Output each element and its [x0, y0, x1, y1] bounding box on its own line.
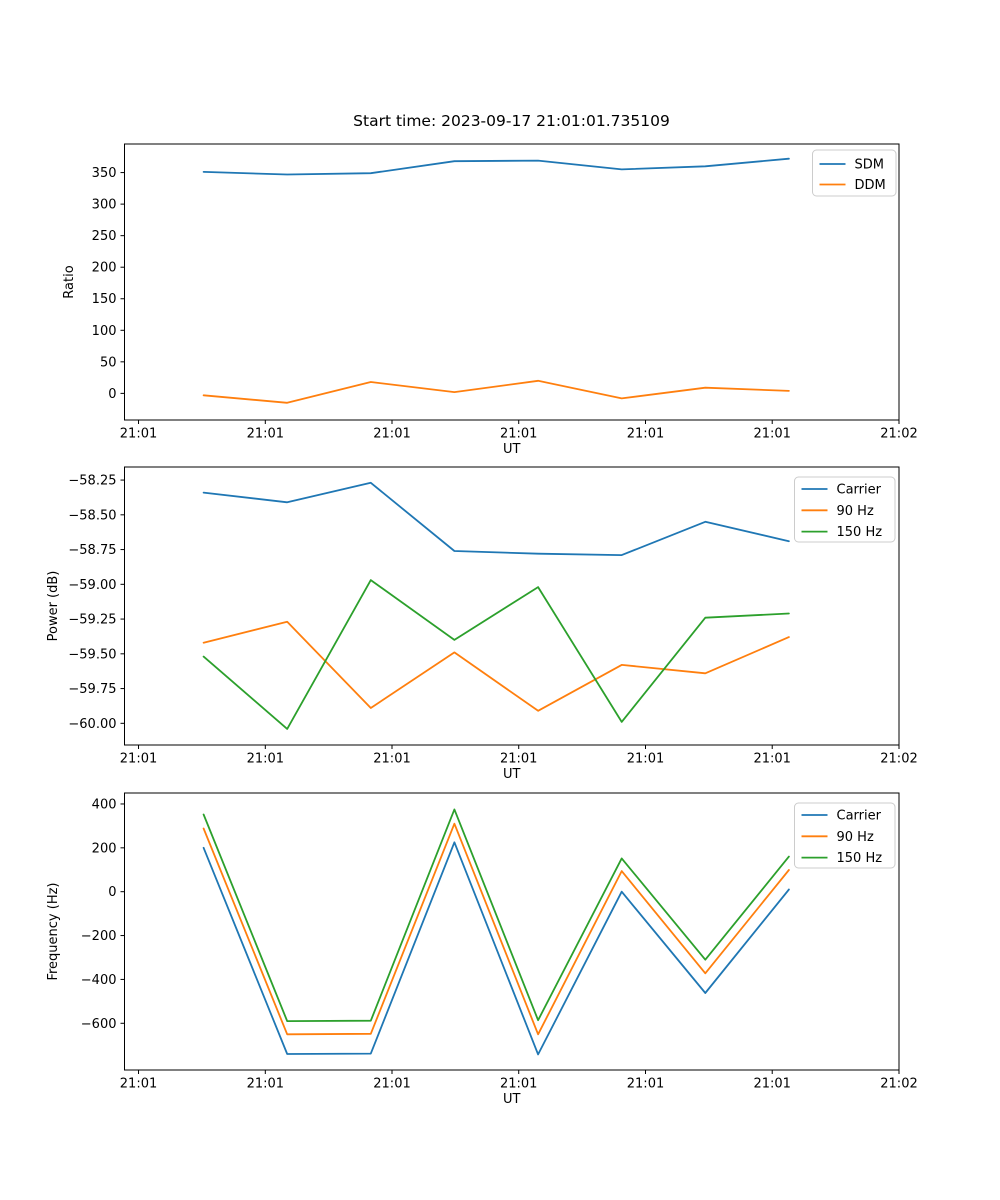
- x-tick-label: 21:01: [373, 1076, 411, 1092]
- y-tick-label: −58.50: [68, 508, 117, 524]
- x-tick-label: 21:01: [499, 751, 538, 767]
- y-tick-label: 200: [91, 841, 117, 857]
- plot-border-3: [125, 793, 900, 1070]
- y-tick-label: 0: [108, 885, 117, 901]
- x-axis-label: UT: [503, 767, 521, 782]
- y-tick-label: 0: [108, 386, 117, 402]
- series-line-DDM: [204, 381, 789, 403]
- x-axis-label: UT: [503, 442, 521, 457]
- series-line-Carrier: [204, 842, 789, 1054]
- x-tick-label: 21:02: [880, 1076, 918, 1092]
- figure-title: Start time: 2023-09-17 21:01:01.735109: [353, 112, 670, 130]
- y-tick-label: −59.00: [68, 577, 117, 593]
- legend-label-DDM: DDM: [854, 178, 886, 193]
- x-tick-label: 21:01: [119, 751, 158, 767]
- y-tick-label: −600: [80, 1016, 117, 1032]
- x-tick-label: 21:01: [626, 426, 665, 442]
- x-tick-label: 21:01: [119, 426, 158, 442]
- y-tick-label: −60.00: [68, 716, 117, 732]
- y-tick-label: −59.75: [68, 682, 117, 698]
- y-tick-label: 300: [91, 197, 117, 213]
- y-tick-label: 50: [99, 355, 117, 371]
- plot-2: [46, 467, 918, 782]
- series-line-Carrier: [204, 483, 789, 555]
- y-tick-label: −59.50: [68, 647, 117, 663]
- x-tick-label: 21:01: [246, 751, 285, 767]
- legend-label-90 Hz: 90 Hz: [836, 829, 874, 845]
- y-tick-label: 350: [91, 166, 117, 182]
- y-axis-label: Frequency (Hz): [46, 882, 61, 981]
- y-tick-label: −200: [80, 929, 117, 945]
- plot-3: [46, 793, 918, 1107]
- series-line-150 Hz: [204, 809, 789, 1021]
- x-tick-label: 21:01: [246, 426, 285, 442]
- legend-label-Carrier: Carrier: [836, 808, 881, 824]
- x-tick-label: 21:01: [626, 1076, 665, 1092]
- series-line-150 Hz: [204, 580, 789, 729]
- x-tick-label: 21:01: [753, 751, 791, 767]
- x-tick-label: 21:01: [753, 1076, 791, 1092]
- x-tick-label: 21:01: [119, 1076, 158, 1092]
- plot-border-2: [125, 467, 900, 745]
- y-tick-label: −59.25: [68, 612, 117, 628]
- x-axis-label: UT: [503, 1092, 521, 1107]
- legend-label-SDM: SDM: [854, 157, 884, 173]
- legend-label-90 Hz: 90 Hz: [836, 503, 874, 519]
- x-tick-label: 21:02: [880, 426, 918, 442]
- x-tick-label: 21:02: [880, 751, 918, 767]
- x-tick-label: 21:01: [373, 426, 411, 442]
- x-tick-label: 21:01: [499, 1076, 538, 1092]
- y-tick-label: 100: [91, 323, 117, 339]
- y-tick-label: 400: [91, 797, 117, 813]
- series-line-90 Hz: [204, 824, 789, 1035]
- x-tick-label: 21:01: [373, 751, 411, 767]
- y-tick-label: 150: [91, 292, 117, 308]
- series-line-SDM: [204, 159, 789, 175]
- x-tick-label: 21:01: [499, 426, 538, 442]
- legend-label-150 Hz: 150 Hz: [836, 851, 883, 867]
- x-tick-label: 21:01: [246, 1076, 285, 1092]
- y-axis-label: Ratio: [62, 265, 77, 299]
- plot-border-1: [125, 144, 900, 420]
- plot-1: [62, 144, 918, 457]
- y-tick-label: 250: [91, 229, 117, 245]
- y-tick-label: −58.25: [68, 473, 117, 489]
- legend-label-150 Hz: 150 Hz: [836, 525, 883, 541]
- series-line-90 Hz: [204, 622, 789, 711]
- y-axis-label: Power (dB): [46, 570, 61, 642]
- y-tick-label: −400: [80, 972, 117, 988]
- legend-label-Carrier: Carrier: [836, 482, 881, 498]
- y-tick-label: 200: [91, 260, 117, 276]
- x-tick-label: 21:01: [753, 426, 791, 442]
- y-tick-label: −58.75: [68, 543, 117, 559]
- x-tick-label: 21:01: [626, 751, 665, 767]
